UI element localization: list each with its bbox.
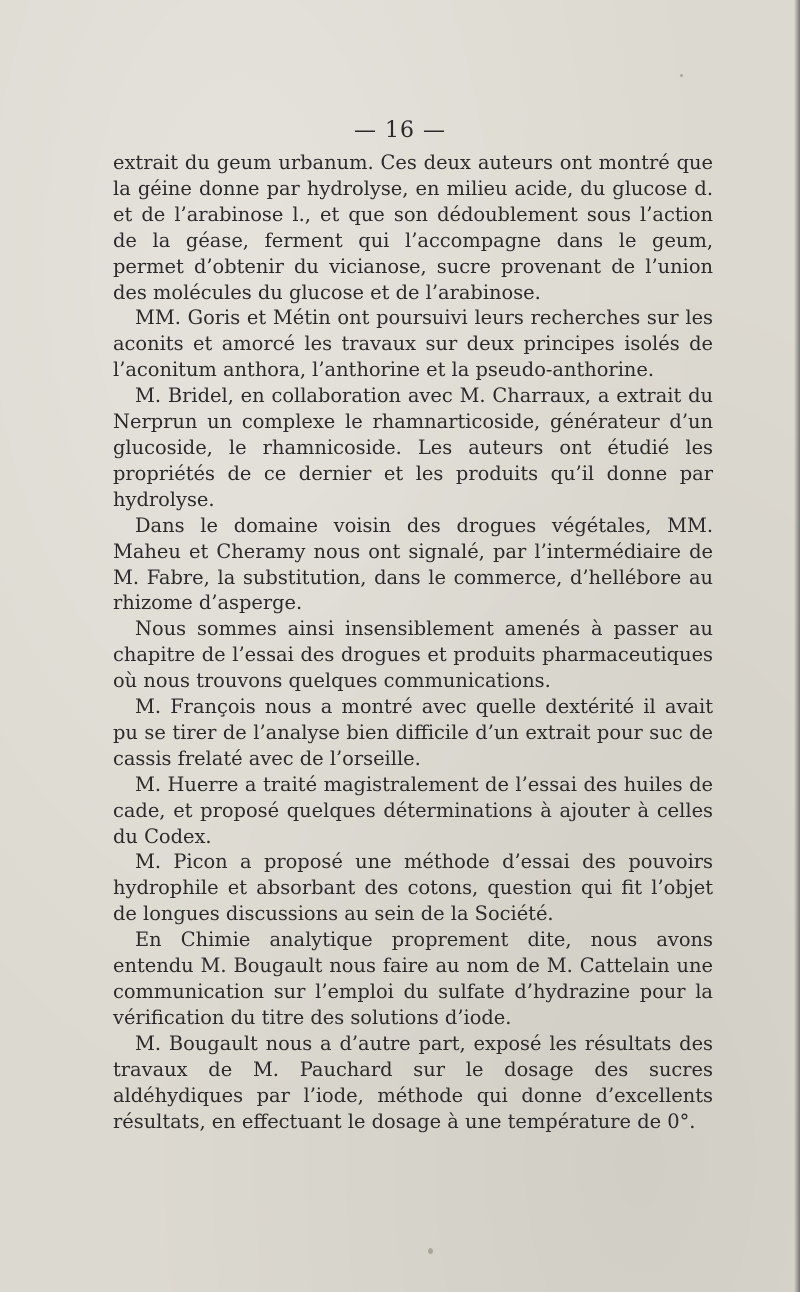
paragraph-nerprun: M. Bridel, en collaboration avec M. Charraux, a extrait du Nerprun un complexe le rhamnarticoside, générateur d’un glucoside, le rhamnicoside. Les auteurs ont étudié les propriétés de ce dernier et les produits qu’il donne par hydrolyse. — [113, 384, 713, 511]
ink-spot — [428, 1248, 433, 1254]
paragraph-huiles-cade: M. Huerre a traité magistralement de l’essai des huiles de cade, et proposé quelques déterminations à ajouter à celles du Codex. — [113, 772, 713, 848]
paragraph-geum: extrait du geum urbanum. Ces deux auteurs ont montré que la géine donne par hydrolyse, en milieu acide, du glucose d. et de l’arabinose l., et que son dédoublement sous l’action de la géase, ferment qui l’accompagne dans le geum, permet d’obtenir du vicianose, sucre provenant de l’union des molécules du glucose et de l’arabinose. — [113, 151, 713, 304]
paragraph-hydrazine: En Chimie analytique proprement dite, nous avons entendu M. Bougault nous faire au nom de M. Cattelain une communication sur l’emploi du sulfate d’hydrazine pour la vérification du titre des solutions d’iode. — [113, 928, 713, 1029]
page-edge-shadow — [794, 0, 800, 1292]
paragraph-drogues-vegetales: Dans le domaine voisin des drogues végétales, MM. Maheu et Cheramy nous ont signalé, par l’intermédiaire de M. Fabre, la substitution, dans le commerce, d’hellébore au rhizome d’asperge. — [113, 513, 713, 615]
paragraph-cassis: M. François nous a montré avec quelle dextérité il avait pu se tirer de l’analyse bien difficile d’un extrait pour suc de cassis frelaté avec de l’orseille. — [113, 695, 713, 770]
paragraph-sucres: M. Bougault nous a d’autre part, exposé les résultats des travaux de M. Pauchard sur le dosage des sucres aldéhydiques par l’iode, méthode qui donne d’excellents résultats, en effectuant le dosage à une température de 0°. — [113, 1031, 713, 1133]
body-text — [113, 150, 713, 1134]
page-number: — 16 — — [354, 118, 446, 143]
paragraph-essai-drogues: Nous sommes ainsi insensiblement amenés à passer au chapitre de l’essai des drogues et produits pharmaceutiques où nous trouvons quelques communications. — [113, 617, 713, 693]
paragraph-cotons: M. Picon a proposé une méthode d’essai des pouvoirs hydrophile et absorbant des cotons, question qui fit l’objet de longues discussions au sein de la Société. — [113, 850, 713, 926]
paper-speck — [680, 74, 683, 77]
paragraph-aconits: MM. Goris et Métin ont poursuivi leurs recherches sur les aconits et amorcé les travaux sur deux principes isolés de l’aconitum anthora, l’anthorine et la pseudo-anthorine. — [113, 306, 713, 382]
